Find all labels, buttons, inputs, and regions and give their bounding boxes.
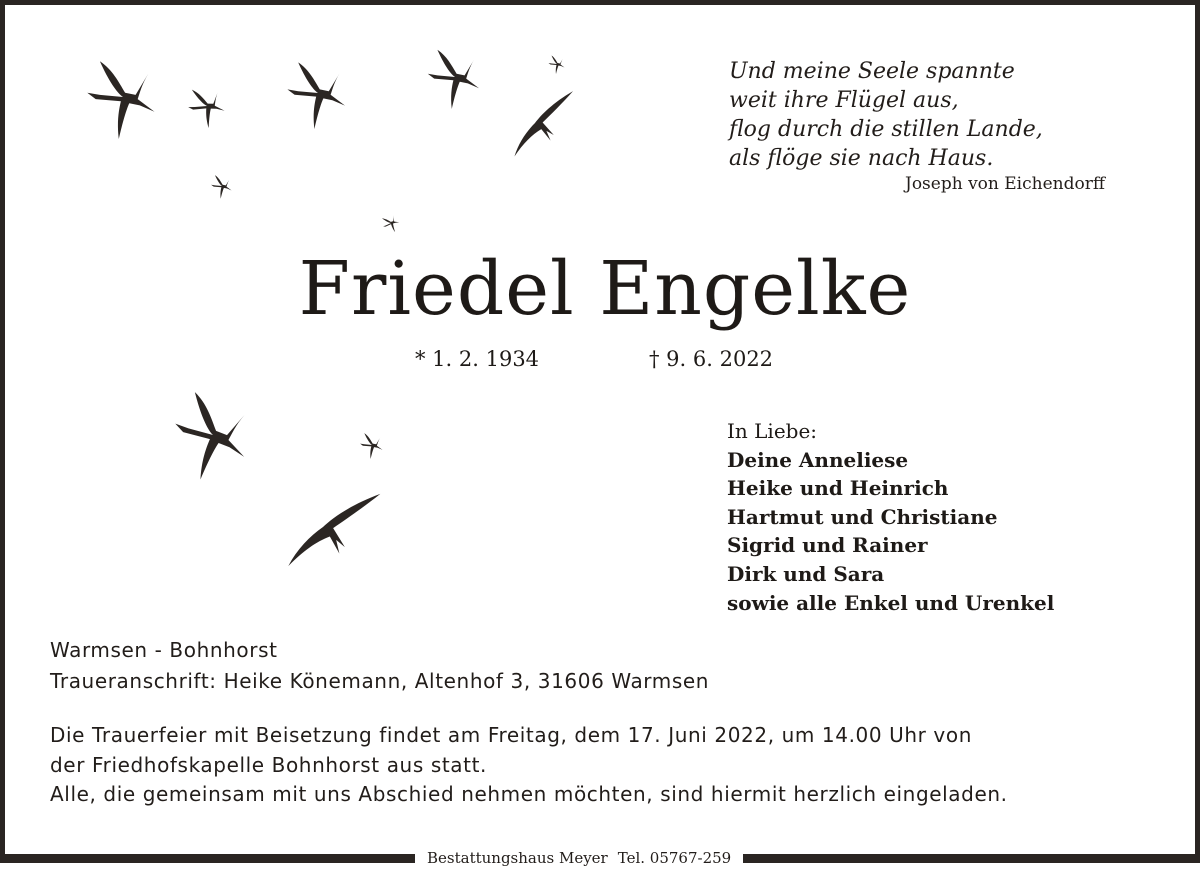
swallow-icon	[167, 390, 254, 487]
mourner-name: sowie alle Enkel und Urenkel	[727, 590, 1055, 615]
service-line: Die Trauerfeier mit Beisetzung findet am Freitag, dem 17. Juni 2022, um 14.00 Uhr von	[50, 723, 972, 747]
service-notice	[50, 721, 1008, 810]
poem-line: flog durch die stillen Lande,	[729, 117, 1043, 142]
poem	[729, 57, 1043, 173]
death-date: † 9. 6. 2022	[649, 347, 774, 371]
poem-line: als flöge sie nach Haus.	[729, 146, 994, 171]
birth-date: * 1. 2. 1934	[415, 347, 540, 371]
mourner-name: Heike und Heinrich	[727, 476, 949, 501]
mourners-list	[727, 417, 1054, 617]
swallow-icon	[87, 61, 154, 139]
mourner-name: Hartmut und Christiane	[727, 504, 998, 529]
mourners-intro: In Liebe:	[727, 419, 818, 443]
funeral-home-name: Bestattungshaus Meyer	[427, 849, 608, 867]
swallow-icon	[428, 50, 479, 109]
service-line: Alle, die gemeinsam mit uns Abschied nehmen möchten, sind hiermit herzlich eingeladen.	[50, 782, 1008, 806]
poem-line: Und meine Seele spannte	[729, 59, 1015, 84]
service-line: der Friedhofskapelle Bohnhorst aus statt.	[50, 752, 487, 777]
swallow-icon	[211, 175, 231, 199]
funeral-home-footer	[415, 845, 743, 868]
poem-author: Joseph von Eichendorff	[905, 174, 1105, 194]
swallow-icon	[379, 212, 402, 236]
mourner-name: Dirk und Sara	[727, 561, 885, 586]
mourner-name: Sigrid und Rainer	[727, 533, 928, 558]
swallow-icon	[287, 62, 345, 129]
swallow-icon	[283, 494, 386, 566]
place-name: Warmsen - Bohnhorst	[50, 638, 278, 662]
swallow-icon	[185, 85, 227, 131]
funeral-home-phone: Tel. 05767-259	[617, 849, 732, 867]
mourning-address: Traueranschrift: Heike Könemann, Altenhof 3, 31606 Warmsen	[50, 669, 710, 693]
bird-flock-top	[87, 50, 585, 236]
swallow-icon	[549, 56, 565, 75]
swallow-icon	[502, 91, 585, 156]
address-block	[50, 635, 709, 697]
deceased-name: Friedel Engelke	[298, 246, 912, 332]
mourner-name: Deine Anneliese	[727, 447, 909, 472]
swallow-icon	[360, 433, 382, 459]
bird-flock-bottom	[167, 390, 386, 566]
poem-line: weit ihre Flügel aus,	[729, 88, 959, 113]
